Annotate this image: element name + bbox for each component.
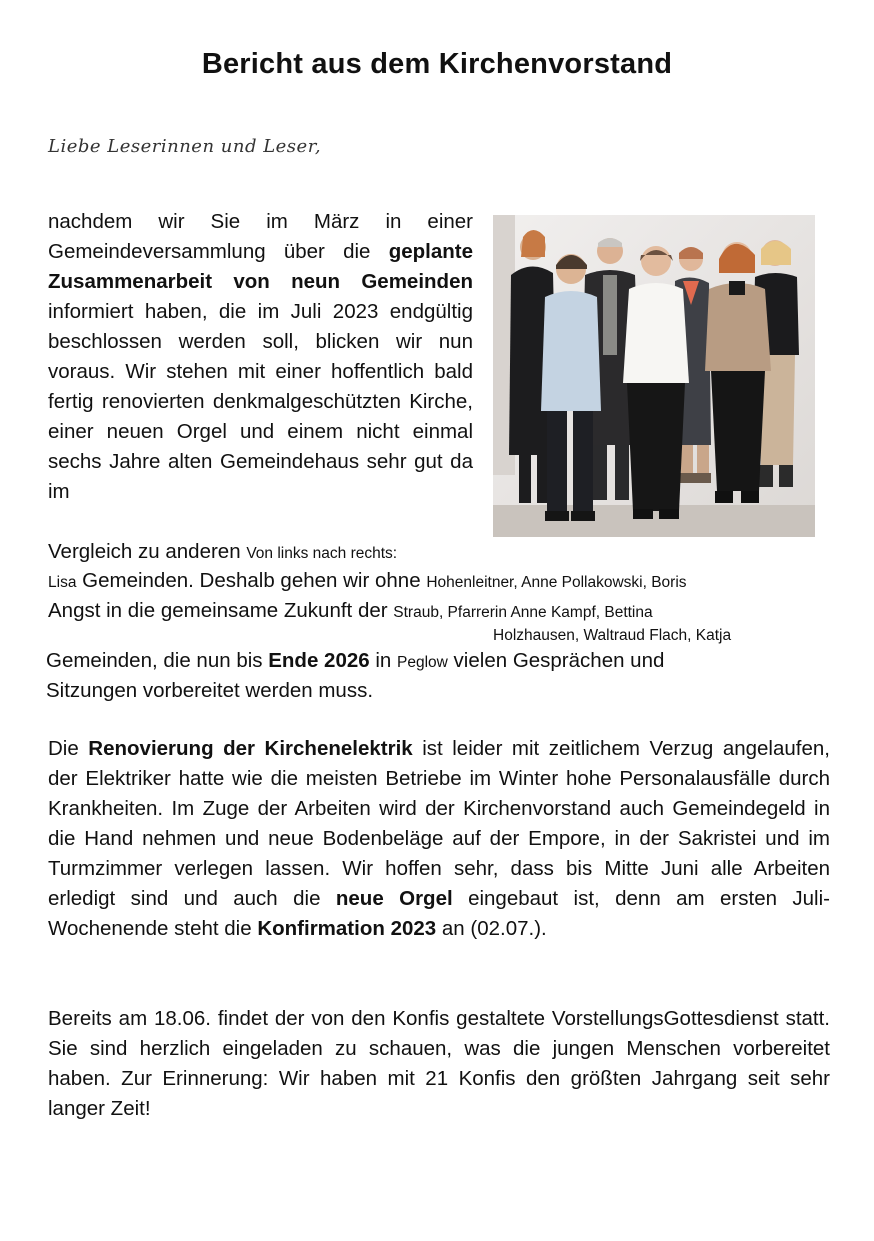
intro-line-3: Angst in die gemeinsame Zukunft der Straub, Pfarrerin Anne Kampf, Bettina xyxy=(48,599,653,622)
greeting: Liebe Leserinnen und Leser, xyxy=(48,136,322,157)
intro-line-1: Vergleich zu anderen Von links nach rechts: xyxy=(48,540,398,563)
intro-line-2: Lisa Gemeinden. Deshalb gehen wir ohne Hohenleitner, Anne Pollakowski, Boris xyxy=(48,569,687,592)
renovation-paragraph: Die Renovierung der Kirchenelektrik ist leider mit zeitlichem Verzug angelaufen, der Elektriker hatte wie die meisten Betriebe im Winter hohe Personalausfälle durch Krankheiten. Im Zuge der Arbeiten wird der Kirchenvorstand auch Gemeindegeld in die Hand nehmen und neue Bodenbeläge auf der Empore, in der Sakristei und im Turmzimmer verlegen lassen. Wir hoffen sehr, dass bis Mitte Juni alle Arbeiten erledigt sind und auch die neue Orgel eingebaut ist, denn am ersten Juli-Wochenende steht die Konfirmation 2023 an (02.07.). xyxy=(48,737,830,940)
intro-paragraph: nachdem wir Sie im März in einer Gemeindeversammlung über die geplante Zusammenarbeit von neun Gemeinden informiert haben, die im Juli 2023 endgültig beschlossen werden soll, blicken wir nun voraus. Wir stehen mit einer hoffentlich bald fertig renovierten denkmalgeschützten Kirche, einer neuen Orgel und einem nicht einmal sechs Jahre alten Gemeindehaus sehr gut da im xyxy=(48,210,473,503)
group-photo xyxy=(493,215,815,537)
caption-line: Holzhausen, Waltraud Flach, Katja xyxy=(493,627,732,644)
intro-line-5: Sitzungen vorbereitet werden muss. xyxy=(46,679,374,702)
intro-line-4: Gemeinden, die nun bis Ende 2026 in Peglow vielen Gesprächen und xyxy=(46,649,665,672)
konfis-paragraph: Bereits am 18.06. findet der von den Konfis gestaltete VorstellungsGottesdienst statt. Sie sind herzlich eingeladen zu schauen, was die jungen Menschen vorbereitet haben. Zur Erinnerung: Wir haben mit 21 Konfis den größten Jahrgang seit sehr langer Zeit! xyxy=(48,1007,830,1120)
caption-part: Von links nach rechts: xyxy=(246,545,398,562)
page-title: Bericht aus dem Kirchenvorstand xyxy=(201,48,673,80)
